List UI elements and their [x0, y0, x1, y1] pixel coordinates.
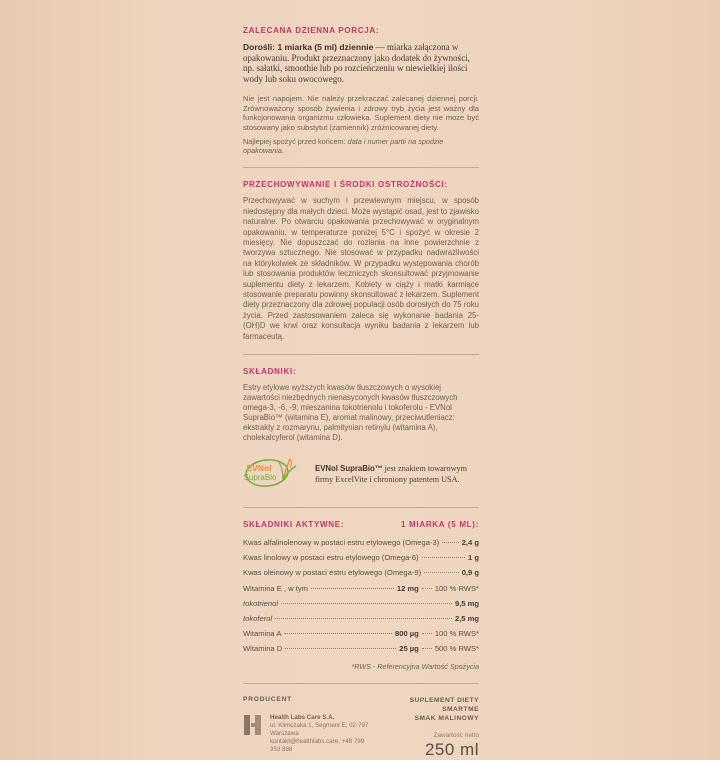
divider — [243, 507, 479, 508]
product-line1: SUPLEMENT DIETY SMARTME — [409, 697, 479, 714]
net-content-label: Zawartość netto — [433, 732, 479, 740]
table-row — [243, 553, 479, 562]
divider — [243, 354, 479, 355]
divider — [243, 167, 479, 168]
product-block — [372, 696, 479, 760]
row-label: Witamina A — [243, 629, 282, 639]
trademark-rest: jest znakiem towarowym firmy ExcelVite i chroniony patentem USA. — [315, 464, 467, 484]
dot-leader — [442, 542, 458, 543]
table-row — [243, 584, 479, 593]
product-line2: SMAK MALINOWY — [414, 715, 479, 723]
dot-leader — [422, 588, 432, 589]
net-content-value: 250 ml — [424, 740, 479, 760]
active-ingredients-table — [243, 538, 479, 653]
dot-leader — [275, 618, 452, 619]
row-amount: 2,4 g — [461, 538, 479, 548]
dot-leader — [284, 633, 392, 634]
row-amount: 12 mg — [396, 583, 419, 593]
section-heading-przechowywanie: PRZECHOWYWANIE I ŚRODKI OSTROŻNOŚCI: — [243, 180, 448, 190]
dot-leader — [424, 572, 459, 573]
row-amount: 2,5 mg — [454, 614, 479, 623]
evnol-suprabio-logo-icon — [243, 454, 305, 495]
divider — [243, 683, 479, 684]
table-row — [243, 538, 479, 547]
section-heading-skladniki: SKŁADNIKI: — [243, 367, 297, 377]
row-label: Witamina D — [243, 644, 283, 654]
producer-block — [243, 696, 372, 760]
porcja-intro-bold: Dorośli: 1 miarka (5 ml) dziennie — [243, 42, 374, 52]
row-label: tokoferol — [243, 614, 273, 623]
dot-leader — [285, 648, 396, 649]
row-label: Kwas oleinowy w postaci estru etylowego (Omega-9) — [243, 568, 422, 578]
dot-leader — [422, 557, 465, 558]
producer-label: PRODUCENT — [243, 696, 292, 704]
company-lines — [270, 714, 372, 754]
table-row — [243, 599, 479, 608]
footer — [243, 696, 479, 760]
dot-leader — [422, 633, 432, 634]
company-contact: kontakt@healthlabs.care, +48 799 353 888 — [270, 738, 365, 754]
porcja-para2: Nie jest napojem. Nie należy przekraczać zalecanej dziennej porcji. Zrównoważony sposób żywienia i zdrowy tryb życia jest ważny dla funkcjonowania organizmu człowieka. Suplement diety nie może być stosowany jako substytut (zamiennik) zróżnicowanej diety. — [243, 94, 479, 132]
company-address: ul. Klimczaka 1, Segment E, 02-797 Warszawa — [270, 722, 369, 738]
dot-leader — [311, 588, 394, 589]
svg-text:SupraBio: SupraBio — [243, 473, 277, 483]
active-heading-left: SKŁADNIKI AKTYWNE: — [243, 520, 345, 530]
supplement-label — [243, 26, 479, 760]
row-amount: 25 µg — [399, 644, 419, 654]
row-amount: 9,5 mg — [454, 598, 479, 608]
table-row — [243, 614, 479, 623]
company-name: Health Labs Care S.A. — [270, 714, 335, 722]
table-row — [243, 568, 479, 577]
row-label: Kwas alfalinolenowy w postaci estru etylowego (Omega-3) — [243, 538, 440, 548]
row-rws: 500 % RWS* — [434, 644, 479, 654]
row-label: tokotrienol — [243, 598, 279, 608]
row-rws: 100 % RWS* — [434, 583, 479, 593]
row-rws: 100 % RWS* — [434, 629, 479, 639]
active-ingredients-header — [243, 520, 479, 529]
dot-leader — [281, 603, 452, 604]
best-before-prefix: Najlepiej spożyć przed końcem: — [243, 137, 348, 147]
row-amount: 800 µg — [395, 629, 419, 639]
ingredients-body: Estry etylowe wyższych kwasów tłuszczowych o wysokiej zawartości niezbędnych nienasyconych kwasów tłuszczowych omega-3, -6, -9; mieszanina tokotrienolu i tokoferolu - EVNol SupraBio™ (witamina E), aromat malinowy, przeciwutleniacz: ekstrakty z rozmarynu, palmitynian retinylu (witamina A), cholekalcyferol (witamina D). — [243, 383, 458, 443]
dot-leader — [422, 648, 432, 649]
row-label: Witamina E , w tym — [243, 583, 308, 593]
health-labs-logo-icon — [243, 714, 263, 741]
row-label: Kwas linolowy w postaci estru etylowego (Omega-6) — [243, 553, 419, 563]
trademark-row — [243, 454, 479, 495]
rws-footnote: *RWS - Referencyjna Wartość Spożycia — [351, 662, 479, 672]
best-before-italic: data i numer partii na spodzie opakowania. — [243, 137, 444, 156]
trademark-name: EVNol SupraBio™ — [315, 464, 383, 474]
row-amount: 1 g — [468, 553, 479, 563]
svg-text:EVNol: EVNol — [246, 463, 272, 474]
row-amount: 0,9 g — [461, 568, 479, 578]
section-heading-porcja: ZALECANA DZIENNA PORCJA: — [243, 26, 380, 35]
trademark-text — [315, 464, 479, 485]
company-block — [243, 714, 372, 754]
active-heading-right: 1 MIARKA (5 ML): — [400, 520, 479, 530]
best-before-note — [243, 137, 479, 155]
table-row — [243, 644, 479, 653]
storage-body: Przechowywać w suchym i przewiewnym miejscu, w sposób niedostępny dla małych dzieci. Może wystąpić osad, jest to zjawisko naturalne. Po otwarciu opakowania przechowywać w oryginalnym opakowaniu, w temperaturze poniżej 5°C i spożyć w okresie 2 miesięcy. Nie dopuszczać do rozlania na inne powierzchnie z tworzywa sztucznego. Nie stosować w przypadku nadwrażliwości na którykolwiek ze składników. W przypadku występowania chorób lub stosowania produktów leczniczych skonsultować przyjmowanie suplementu diety z lekarzem. Kobiety w ciąży i matki karmiące stosowanie preparatu powinny skonsultować z lekarzem. Suplement diety przeznaczony dla zdrowej populacji osób dorosłych do 75 roku życia. Przed zastosowaniem zaleca się wykonanie badania 25-(OH)D we krwi oraz konsultacja wyniku badania z lekarzem lub farmaceutą. — [243, 196, 479, 341]
porcja-intro — [243, 42, 479, 84]
porcja-intro-rest: — miarka załączona w opakowaniu. Produkt przeznaczony jako dodatek do żywności, np. sałatki, smoothie lub po rozcieńczeniu w niewielkiej ilości wody lub soku owocowego. — [243, 42, 470, 84]
table-row — [243, 629, 479, 638]
